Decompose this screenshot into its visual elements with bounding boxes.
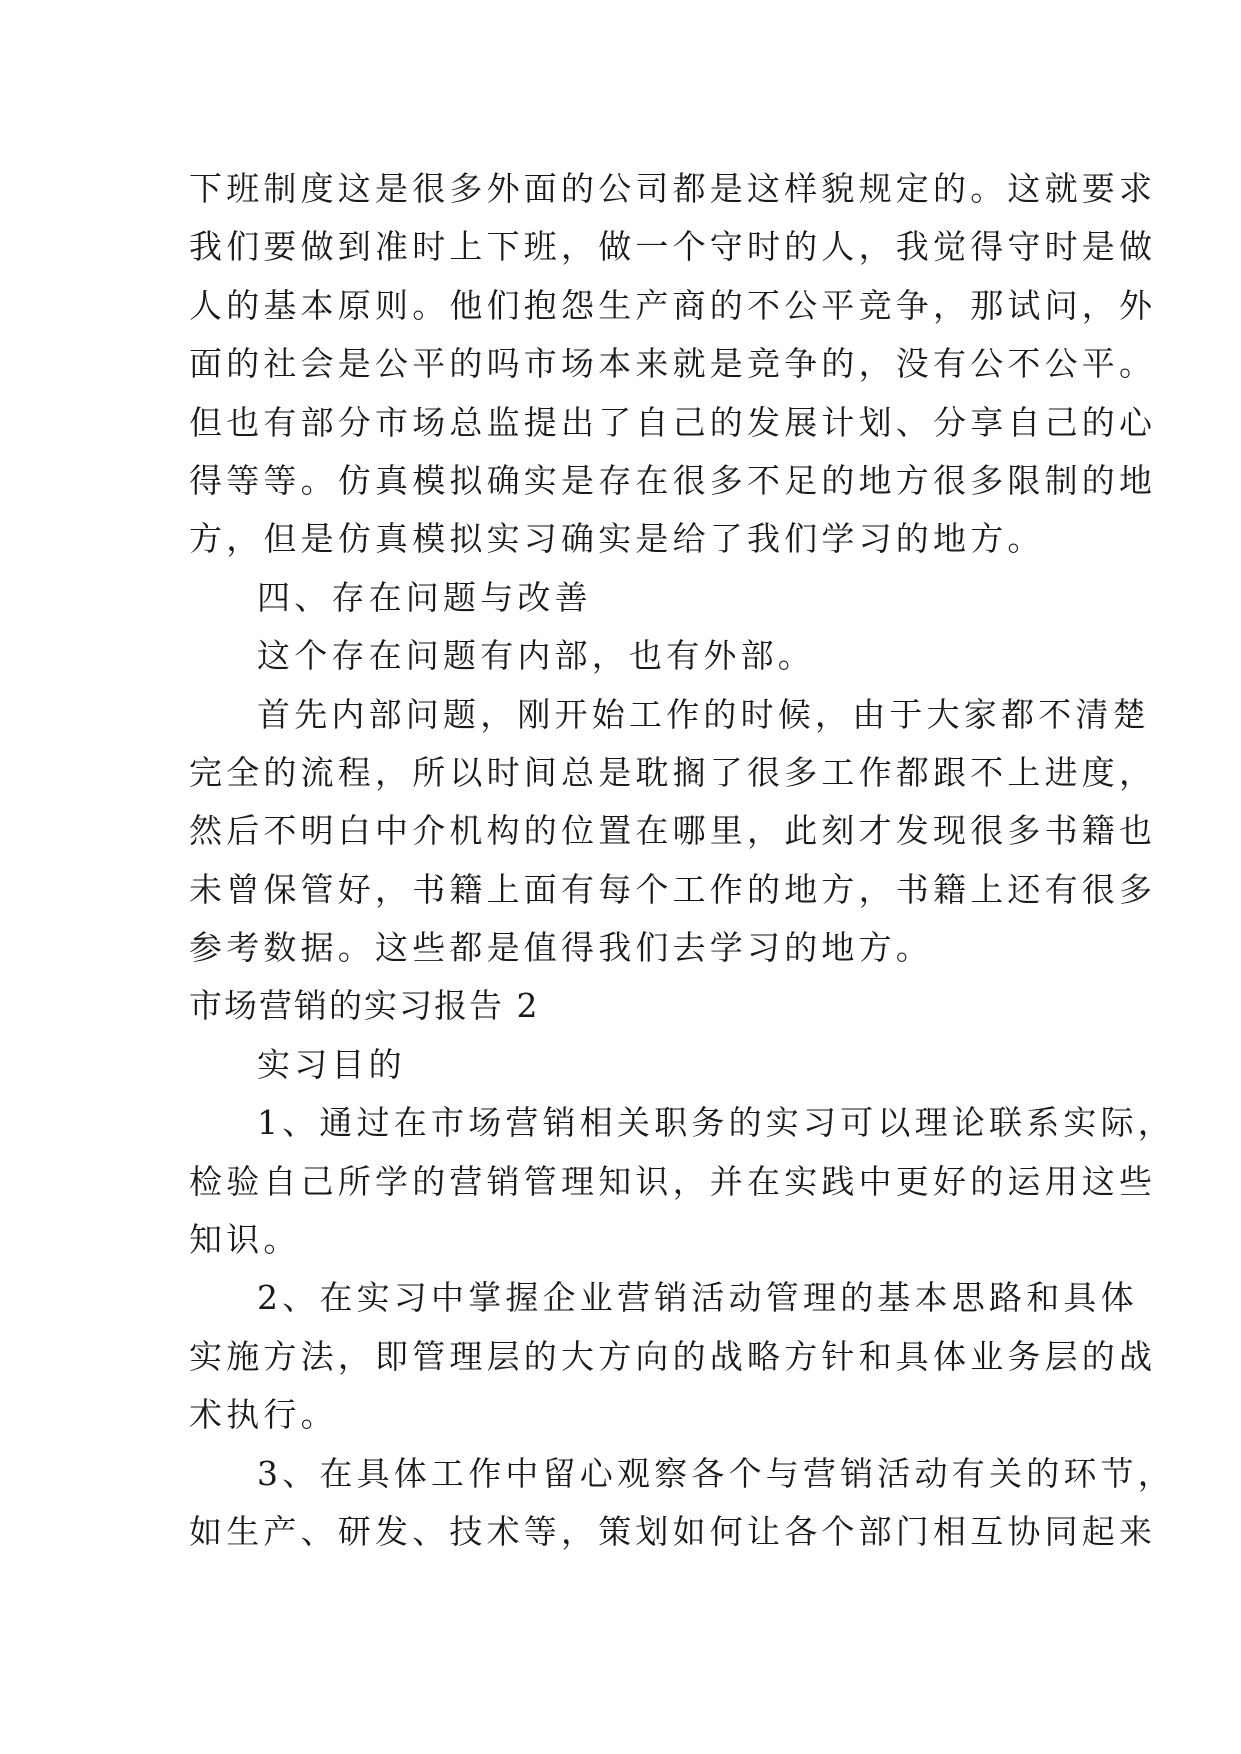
text-line: 但也有部分市场总监提出了自己的发展计划、分享自己的心 xyxy=(189,402,1157,442)
text-line: 如生产、研发、技术等，策划如何让各个部门相互协同起来 xyxy=(189,1511,1157,1551)
text-line: 3、在具体工作中留心观察各个与营销活动有关的环节， xyxy=(257,1453,1175,1493)
text-line: 我们要做到准时上下班，做一个守时的人，我觉得守时是做 xyxy=(189,227,1157,267)
report-title: 市场营销的实习报告 2 xyxy=(189,986,540,1026)
text-line: 人的基本原则。他们抱怨生产商的不公平竞争，那试问，外 xyxy=(189,285,1157,325)
text-line: 检验自己所学的营销管理知识，并在实践中更好的运用这些 xyxy=(189,1161,1157,1201)
text-line: 面的社会是公平的吗市场本来就是竞争的，没有公不公平。 xyxy=(189,344,1157,384)
text-line: 1、通过在市场营销相关职务的实习可以理论联系实际， xyxy=(257,1103,1175,1143)
text-line: 术执行。 xyxy=(189,1395,338,1435)
text-line: 然后不明白中介机构的位置在哪里，此刻才发现很多书籍也 xyxy=(189,811,1157,851)
section-heading: 四、存在问题与改善 xyxy=(257,577,592,617)
text-line: 首先内部问题，刚开始工作的时候，由于大家都不清楚 xyxy=(257,694,1150,734)
document-body xyxy=(189,160,1175,1561)
section-heading: 实习目的 xyxy=(257,1044,406,1084)
text-line: 这个存在问题有内部，也有外部。 xyxy=(257,636,815,676)
text-line: 方，但是仿真模拟实习确实是给了我们学习的地方。 xyxy=(189,519,1045,559)
text-line: 完全的流程，所以时间总是耽搁了很多工作都跟不上进度， xyxy=(189,752,1157,792)
text-line: 2、在实习中掌握企业营销活动管理的基本思路和具体 xyxy=(257,1278,1138,1318)
text-line: 实施方法，即管理层的大方向的战略方针和具体业务层的战 xyxy=(189,1336,1157,1376)
text-line: 知识。 xyxy=(189,1220,301,1260)
text-line: 未曾保管好，书籍上面有每个工作的地方，书籍上还有很多 xyxy=(189,869,1157,909)
text-line: 得等等。仿真模拟确实是存在很多不足的地方很多限制的地 xyxy=(189,460,1157,500)
text-line: 下班制度这是很多外面的公司都是这样貌规定的。这就要求 xyxy=(189,169,1157,208)
text-line: 参考数据。这些都是值得我们去学习的地方。 xyxy=(189,928,933,968)
